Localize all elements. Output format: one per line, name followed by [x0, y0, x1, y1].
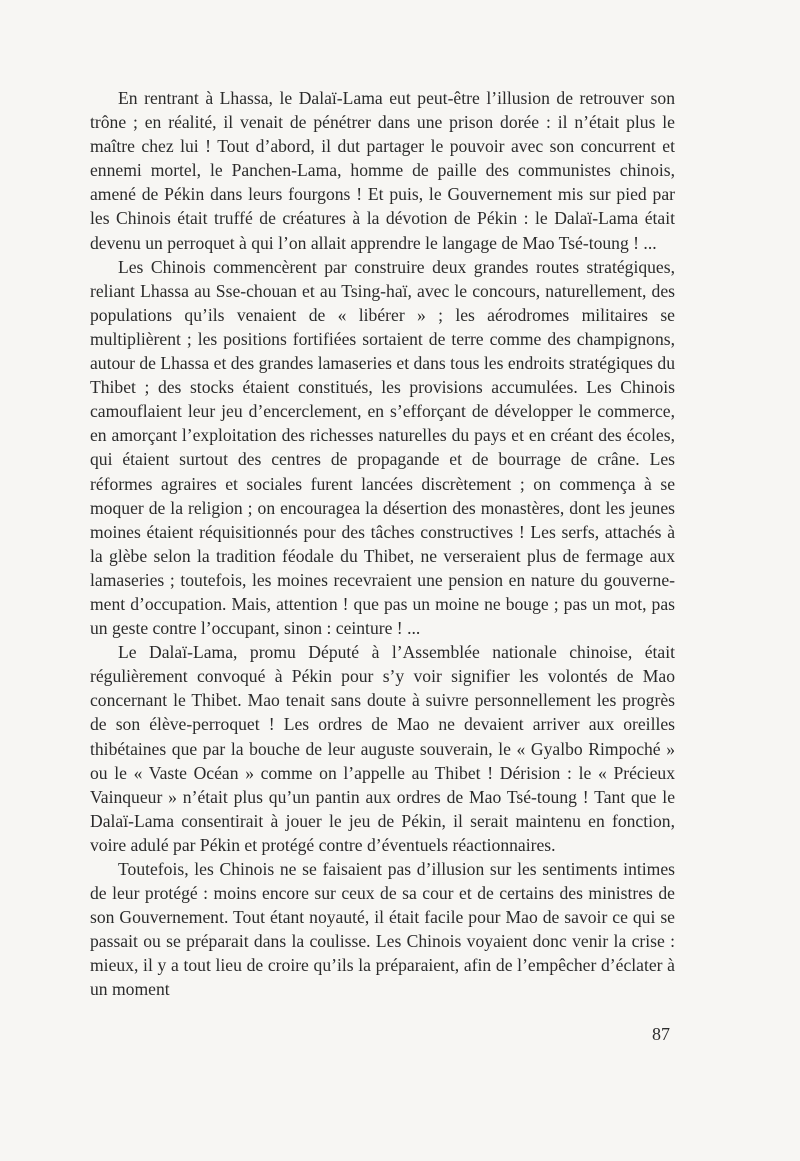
paragraph-2: Les Chinois commencèrent par construire deux grandes routes stratégiques, reliant Lhassa au Sse-chouan et au Tsing-haï, avec le concours, naturellement, des populations qu’ils venaient de « libérer » ; les aérodromes militaires se multiplièrent ; les positions fortifiées sortaient de terre comme des champignons, autour de Lhassa et des grandes lamaseries et dans tous les endroits stratégiques du Thibet ; des stocks étaient constitués, les provisions accumulées. Les Chinois camouflaient leur jeu d’encerclement, en s’efforçant de développer le commerce, en amorçant l’exploitation des richesses naturelles du pays et en créant des écoles, qui étaient surtout des centres de propagande et de bourrage de crâne. Les réformes agraires et sociales furent lancées discrètement ; on commença à se moquer de la religion ; on encouragea la désertion des monastères, dont les jeunes moines étaient réquisitionnés pour des tâches constructives ! Les serfs, attachés à la glèbe selon la tradition féodale du Thibet, ne verseraient plus de fermage aux lamaseries ; toutefois, les moines recevraient une pension en nature du gouvernement d’occupation. Mais, attention ! que pas un moine ne bouge ; pas un mot, pas un geste contre l’occupant, sinon : ceinture ! ...	[90, 256, 675, 639]
page-number: 87	[652, 1024, 670, 1044]
paragraph-4: Toutefois, les Chinois ne se faisaient pas d’illusion sur les sentiments intimes de leur protégé : moins encore sur ceux de sa cour et de certains des ministres de son Gouvernement. Tout étant noyauté, il était facile pour Mao de savoir ce qui se passait ou se préparait dans la coulisse. Les Chinois voyaient donc venir la crise : mieux, il y a tout lieu de croire qu’ils la préparaient, afin de l’empêcher d’éclater à un moment	[90, 859, 675, 1000]
paragraph-3: Le Dalaï-Lama, promu Député à l’Assemblée nationale chinoise, était régulièrement convoqué à Pékin pour s’y voir signifier les volontés de Mao concernant le Thibet. Mao tenait sans doute à suivre personnellement les progrès de son élève-perroquet ! Les ordres de Mao ne devaient arriver aux oreilles thibétaines que par la bouche de leur auguste souverain, le « Gyalbo Rimpoché » ou le « Vaste Océan » comme on l’appelle au Thibet ! Dérision : le « Précieux Vainqueur » n’était plus qu’un pantin aux ordres de Mao Tsé-toung ! Tant que le Dalaï-Lama consentirait à jouer le jeu de Pékin, il serait maintenu en fonction, voire adulé par Pékin et protégé contre d’éventuels réactionnaires.	[90, 642, 675, 855]
paragraph-1: En rentrant à Lhassa, le Dalaï-Lama eut peut-être l’illusion de retrouver son trône ; en réalité, il venait de pénétrer dans une prison dorée : il n’était plus le maître chez lui ! Tout d’abord, il dut partager le pouvoir avec son concurrent et ennemi mortel, le Panchen-Lama, homme de paille des communistes chinois, amené de Pékin dans leurs fourgons ! Et puis, le Gouvernement mis sur pied par les Chinois était truffé de créatures à la dévotion de Pékin : le Dalaï-Lama était devenu un perroquet à qui l’on allait apprendre le langage de Mao Tsé-toung ! ...	[90, 88, 675, 253]
body-text	[90, 86, 675, 1002]
